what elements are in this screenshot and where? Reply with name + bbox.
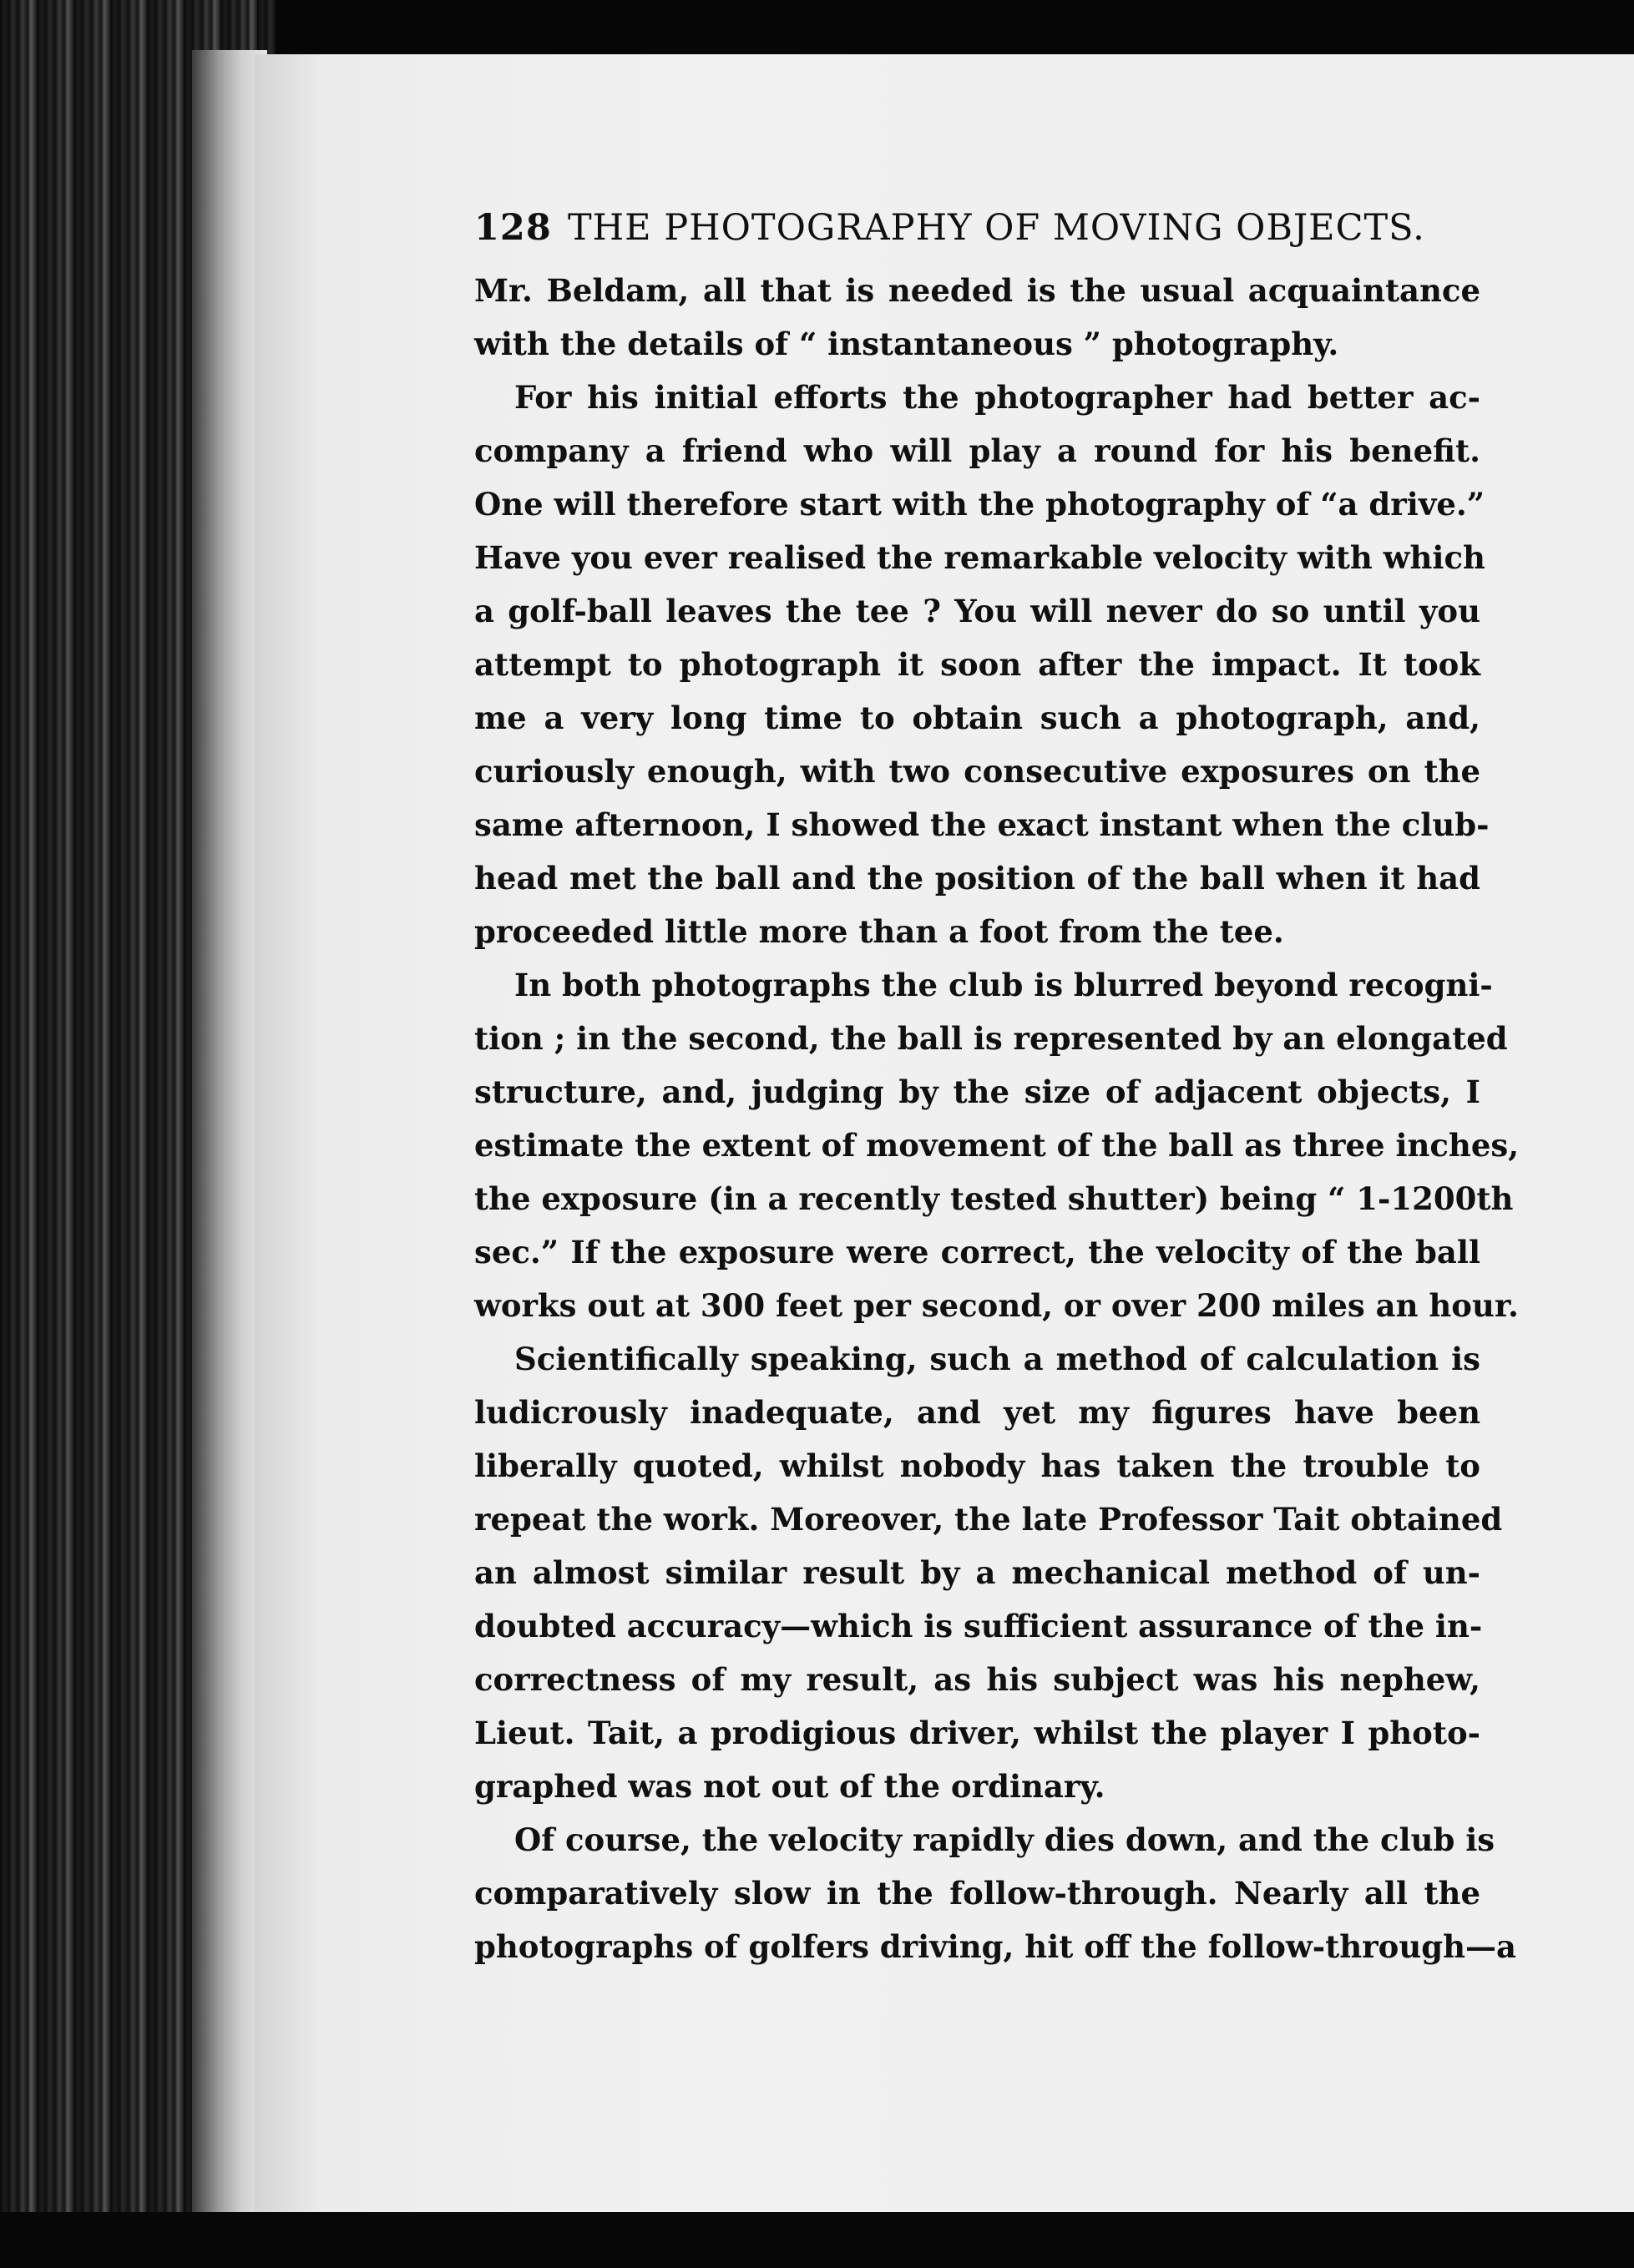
paragraph (474, 371, 1490, 958)
text-line: head met the ball and the position of the ball when it had (474, 860, 1480, 897)
text-line: Mr. Beldam, all that is needed is the usual acquaintance (474, 272, 1480, 309)
text-line: an almost similar result by a mechanical method of un- (474, 1554, 1480, 1591)
text-line: estimate the extent of movement of the ball as three inches, (474, 1127, 1520, 1164)
text-line: graphed was not out of the ordinary. (474, 1768, 1105, 1805)
scan-bottom-border (0, 2212, 1634, 2268)
page-number: 128 (474, 207, 552, 249)
paragraph (474, 958, 1520, 1332)
text-line: In both photographs the club is blurred beyond recogni- (514, 967, 1493, 1003)
text-line: proceeded little more than a foot from the tee. (474, 913, 1284, 950)
text-line: correctness of my result, as his subject was his nephew, (474, 1661, 1480, 1698)
text-line: ludicrously inadequate, and yet my figures have been (474, 1394, 1480, 1431)
text-line: Of course, the velocity rapidly dies down, and the club is (514, 1821, 1495, 1858)
text-line: the exposure (in a recently tested shutter) being “ 1-1200th (474, 1180, 1514, 1217)
text-line: Lieut. Tait, a prodigious driver, whilst the player I photo- (474, 1715, 1480, 1751)
running-head (474, 207, 1480, 264)
paragraph (474, 264, 1480, 371)
running-title: THE PHOTOGRAPHY OF MOVING OBJECTS. (568, 207, 1425, 249)
text-line: works out at 300 feet per second, or over 200 miles an hour. (474, 1287, 1519, 1324)
text-line: company a friend who will play a round for his benefit. (474, 432, 1480, 469)
page-text-block (474, 207, 1520, 1973)
text-line: liberally quoted, whilst nobody has taken the trouble to (474, 1447, 1480, 1484)
text-line: tion ; in the second, the ball is represented by an elongated (474, 1020, 1508, 1057)
text-line: attempt to photograph it soon after the impact. It took (474, 646, 1480, 683)
text-line: One will therefore start with the photography of “a drive.” (474, 486, 1485, 523)
text-line: a golf-ball leaves the tee ? You will never do so until you (474, 593, 1480, 629)
text-line: with the details of “ instantaneous ” photography. (474, 326, 1339, 362)
text-line: For his initial efforts the photographer had better ac- (514, 379, 1480, 416)
body-text (474, 264, 1520, 1973)
text-line: sec.” If the exposure were correct, the velocity of the ball (474, 1234, 1480, 1270)
paragraph (474, 1332, 1503, 1813)
text-line: Scientifically speaking, such a method of calculation is (514, 1341, 1480, 1377)
text-line: Have you ever realised the remarkable velocity with which (474, 539, 1485, 576)
text-line: curiously enough, with two consecutive exposures on the (474, 753, 1480, 790)
paragraph (474, 1813, 1516, 1973)
text-line: comparatively slow in the follow-through. Nearly all the (474, 1875, 1480, 1912)
text-line: structure, and, judging by the size of adjacent objects, I (474, 1073, 1480, 1110)
text-line: doubted accuracy—which is sufficient assurance of the in- (474, 1608, 1483, 1644)
text-line: me a very long time to obtain such a photograph, and, (474, 700, 1480, 736)
text-line: photographs of golfers driving, hit off the follow-through—a (474, 1928, 1516, 1965)
text-line: repeat the work. Moreover, the late Professor Tait obtained (474, 1501, 1503, 1538)
text-line: same afternoon, I showed the exact instant when the club- (474, 806, 1490, 843)
